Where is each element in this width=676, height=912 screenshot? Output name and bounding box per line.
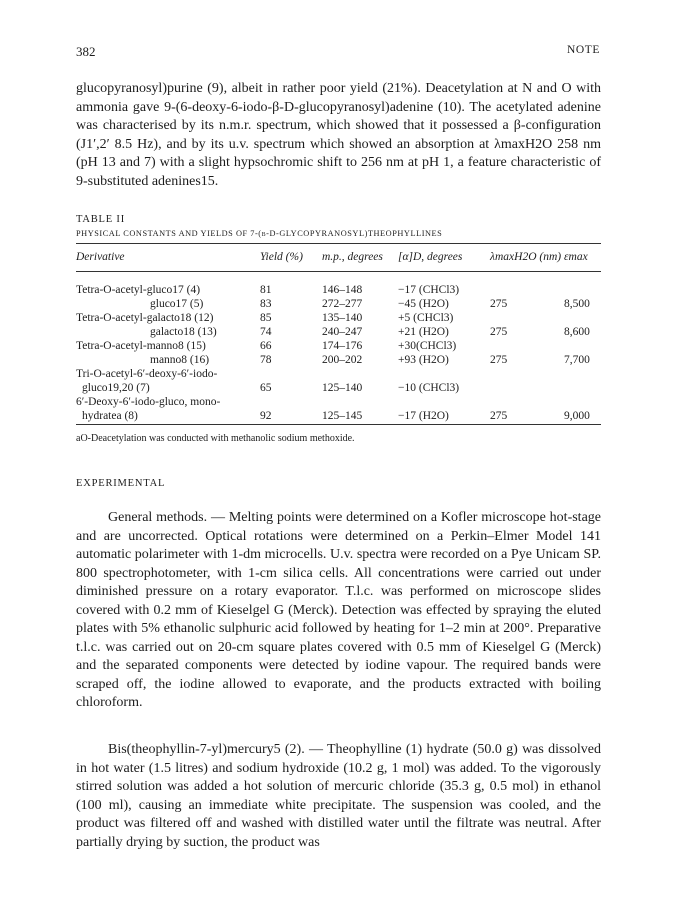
page-number: 382 xyxy=(76,44,96,59)
page-header xyxy=(76,44,600,64)
cell-lambda: 275 xyxy=(490,410,508,422)
header-rotation: [α]D, degrees xyxy=(398,251,463,263)
cell-derivative: manno8 (16) xyxy=(150,354,210,366)
table-row-continuation xyxy=(0,396,676,410)
cell-yield: 74 xyxy=(260,326,272,338)
table-row xyxy=(0,382,676,396)
table-body xyxy=(0,284,676,424)
cell-yield: 78 xyxy=(260,354,272,366)
cell-rotation: −17 (H2O) xyxy=(398,410,449,422)
cell-mp: 125–140 xyxy=(322,382,363,394)
cell-derivative: Tetra-O-acetyl-galacto18 (12) xyxy=(76,312,214,324)
cell-derivative: gluco17 (5) xyxy=(150,298,204,310)
cell-mp: 135–140 xyxy=(322,312,363,324)
cell-mp: 272–277 xyxy=(322,298,363,310)
cell-rotation: −10 (CHCl3) xyxy=(398,382,460,394)
header-epsilon: εmax xyxy=(564,251,588,263)
header-yield: Yield (%) xyxy=(260,251,303,263)
cell-lambda: 275 xyxy=(490,298,508,310)
table-row xyxy=(0,410,676,424)
cell-epsilon: 7,700 xyxy=(564,354,590,366)
cell-yield: 81 xyxy=(260,284,272,296)
table-row xyxy=(0,284,676,298)
cell-rotation: +5 (CHCl3) xyxy=(398,312,454,324)
bis-mercury-paragraph: Bis(theophyllin-7-yl)mercury5 (2). — Theophylline (1) hydrate (50.0 g) was dissolved in hot water (1.5 litres) and sodium hydroxide (10.2 g, 1 mol) was added. To the vigorously stirred solution was added a hot solution of mercuric chloride (35.3 g, 0.5 mol) in ethanol (100 ml), causing an immediate white precipitate. The suspension was cooled, and the product was filtered off and washed with distilled water until the filtrate was neutral. After partially drying by suction, the product was xyxy=(76,742,601,850)
header-derivative: Derivative xyxy=(76,251,125,263)
cell-epsilon: 9,000 xyxy=(564,410,590,422)
table-header-rule xyxy=(76,271,601,272)
cell-epsilon: 8,500 xyxy=(564,298,590,310)
table-label: TABLE II xyxy=(76,214,126,225)
cell-yield: 92 xyxy=(260,410,272,422)
cell-rotation: −17 (CHCl3) xyxy=(398,284,460,296)
general-methods-paragraph: General methods. — Melting points were determined on a Kofler microscope hot-stage and are uncorrected. Optical rotations were determined on a Perkin–Elmer Model 141 automatic polarimeter with 1-dm microcells. U.v. spectra were recorded on a Pye Unicam SP. 800 spectrophotometer, with 1-cm silica cells. All concentrations were carried out under diminished pressure on a rotary evaporator. T.l.c. was performed on microscope slides covered with 0.2 mm of Kieselgel G (Merck). Detection was effected by spraying the eluted plates with 5% ethanolic sulphuric acid followed by heating for 1–2 min at 200°. Preparative t.l.c. was carried out on 20-cm square plates covered with 0.5 mm of Kieselgel G (Merck) and the separated components were detected by iodine vapour. The required bands were scraped off, the iodine allowed to evaporate, and the products extracted with boiling chloroform. xyxy=(76,510,601,710)
cell-lambda: 275 xyxy=(490,354,508,366)
table-header-row xyxy=(0,251,676,267)
cell-yield: 66 xyxy=(260,340,272,352)
cell-yield: 65 xyxy=(260,382,272,394)
section-label: NOTE xyxy=(566,44,600,56)
cell-derivative: Tetra-O-acetyl-gluco17 (4) xyxy=(76,284,201,296)
table-row-continuation xyxy=(0,368,676,382)
header-mp: m.p., degrees xyxy=(322,251,383,263)
table-top-rule xyxy=(76,243,601,244)
cell-mp: 240–247 xyxy=(322,326,363,338)
experimental-heading: EXPERIMENTAL xyxy=(76,478,166,489)
table-bottom-rule xyxy=(76,424,601,425)
cell-derivative: galacto18 (13) xyxy=(150,326,217,338)
cell-mp: 146–148 xyxy=(322,284,363,296)
cell-rotation: −45 (H2O) xyxy=(398,298,449,310)
cell-mp: 200–202 xyxy=(322,354,363,366)
cell-rotation: +93 (H2O) xyxy=(398,354,449,366)
table-row xyxy=(0,312,676,326)
cell-derivative: gluco19,20 (7) xyxy=(82,382,150,394)
cell-derivative: Tetra-O-acetyl-manno8 (15) xyxy=(76,340,206,352)
cell-derivative: hydratea (8) xyxy=(82,410,138,422)
cell-mp: 174–176 xyxy=(322,340,363,352)
cell-yield: 83 xyxy=(260,298,272,310)
cell-rotation: +21 (H2O) xyxy=(398,326,449,338)
header-lambda: λmaxH2O (nm) xyxy=(490,251,562,263)
table-row xyxy=(0,298,676,312)
table-row xyxy=(0,354,676,368)
cell-derivative-line1: Tri-O-acetyl-6′-deoxy-6′-iodo- xyxy=(76,368,218,380)
table-footnote: aO-Deacetylation was conducted with methanolic sodium methoxide. xyxy=(76,433,355,444)
table-row xyxy=(0,340,676,354)
cell-epsilon: 8,600 xyxy=(564,326,590,338)
table-row xyxy=(0,326,676,340)
intro-paragraph: glucopyranosyl)purine (9), albeit in rather poor yield (21%). Deacetylation at N and O with ammonia gave 9-(6-deoxy-6-iodo-β-D-glucopyranosyl)adenine (10). The acetylated adenine was characterised by its n.m.r. spectrum, which showed that it possessed a β-configuration (J1′,2′ 8.5 Hz), and by its u.v. spectrum which showed an absorption at λmaxH2O 258 nm (pH 13 and 7) with a slight hypsochromic shift to 256 nm at pH 1, a feature characteristic of 9-substituted adenines15. xyxy=(76,81,601,189)
cell-derivative-line1: 6′-Deoxy-6′-iodo-gluco, mono- xyxy=(76,396,221,408)
cell-lambda: 275 xyxy=(490,326,508,338)
cell-yield: 85 xyxy=(260,312,272,324)
cell-mp: 125–145 xyxy=(322,410,363,422)
cell-rotation: +30(CHCl3) xyxy=(398,340,457,352)
table-title: PHYSICAL CONSTANTS AND YIELDS OF 7-(β-D-GLYCOPYRANOSYL)THEOPHYLLINES xyxy=(76,229,443,238)
